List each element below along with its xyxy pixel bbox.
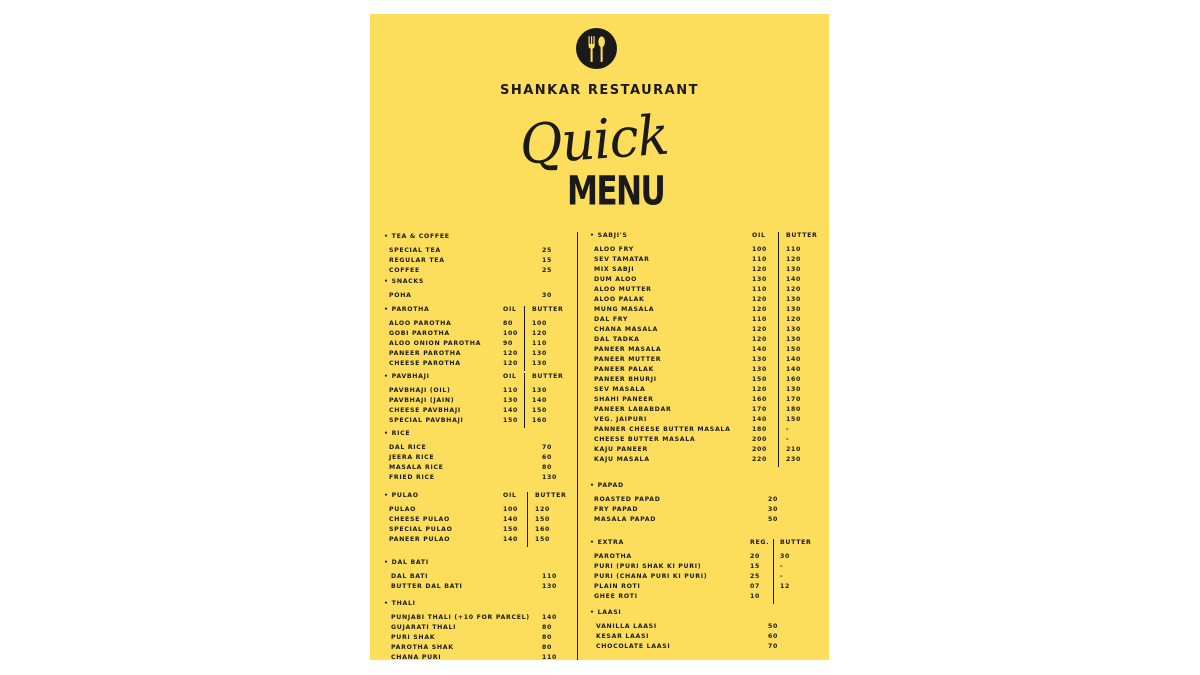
- column-header-2: BUTTER: [535, 492, 567, 499]
- section-title-text: DAL BATI: [391, 559, 429, 566]
- bullet-icon: •: [384, 233, 389, 240]
- item-price: 150: [503, 526, 519, 533]
- item-price-butter: -: [786, 436, 790, 443]
- restaurant-name: SHANKAR RESTAURANT: [499, 83, 699, 98]
- item-price-butter: 130: [786, 336, 802, 343]
- price-column-divider: [527, 492, 528, 547]
- item-name: MASALA RICE: [389, 464, 444, 471]
- item-price: 60: [768, 633, 779, 640]
- item-price-butter: 140: [786, 276, 802, 283]
- item-price: 15: [750, 563, 761, 570]
- section-title-text: PAROTHA: [391, 306, 430, 313]
- column-header-2: BUTTER: [532, 306, 564, 313]
- item-price-butter: 130: [786, 296, 802, 303]
- item-name: GHEE ROTI: [594, 593, 638, 600]
- item-price-butter: -: [780, 563, 784, 570]
- menu-page: [370, 14, 829, 660]
- item-name: JEERA RICE: [389, 454, 435, 461]
- item-name: PANEER PALAK: [594, 366, 654, 373]
- item-price-butter: 180: [786, 406, 802, 413]
- item-price-butter: 100: [532, 320, 548, 327]
- item-name: CHEESE PULAO: [389, 516, 450, 523]
- item-name: PANEER PAROTHA: [389, 350, 462, 357]
- item-price: 80: [542, 624, 553, 631]
- item-name: ROASTED PAPAD: [594, 496, 661, 503]
- section-title-text: PAPAD: [597, 482, 624, 489]
- item-price-butter: 130: [532, 360, 548, 367]
- item-price: 110: [542, 573, 558, 580]
- item-price-butter: 150: [532, 407, 548, 414]
- item-price-butter: 160: [786, 376, 802, 383]
- item-price-butter: -: [780, 573, 784, 580]
- item-name: PAROTHA: [594, 553, 632, 560]
- item-name: SPECIAL PAVBHAJI: [389, 417, 464, 424]
- item-name: ALOO FRY: [594, 246, 634, 253]
- item-name: KAJU PANEER: [594, 446, 648, 453]
- item-name: POHA: [389, 292, 412, 299]
- column-header-1: OIL: [503, 373, 517, 380]
- title-script: Quick: [517, 104, 671, 178]
- item-price: 140: [752, 346, 768, 353]
- section-title: [384, 492, 419, 499]
- item-price-butter: 210: [786, 446, 802, 453]
- item-name: KAJU MASALA: [594, 456, 650, 463]
- item-price: 70: [768, 643, 779, 650]
- bullet-icon: •: [590, 232, 595, 239]
- title-bold: MENU: [567, 167, 665, 215]
- item-name: CHEESE BUTTER MASALA: [594, 436, 696, 443]
- item-name: DAL RICE: [389, 444, 427, 451]
- item-price: 130: [542, 474, 558, 481]
- item-price: 25: [750, 573, 761, 580]
- item-price-butter: 170: [786, 396, 802, 403]
- item-name: PANEER MASALA: [594, 346, 662, 353]
- item-price-butter: 130: [786, 386, 802, 393]
- section-title-text: TEA & COFFEE: [391, 233, 450, 240]
- section-title-text: PAVBHAJI: [391, 373, 430, 380]
- bullet-icon: •: [384, 278, 389, 285]
- section-title: [590, 539, 624, 546]
- column-header-2: BUTTER: [532, 373, 564, 380]
- item-price: 120: [752, 306, 768, 313]
- price-column-divider: [773, 539, 774, 604]
- section-title: [384, 373, 430, 380]
- price-column-divider: [524, 373, 525, 428]
- item-price-butter: 120: [786, 316, 802, 323]
- item-name: CHEESE PAROTHA: [389, 360, 461, 367]
- item-price-butter: 150: [535, 536, 551, 543]
- item-price: 120: [752, 266, 768, 273]
- item-name: FRY PAPAD: [594, 506, 639, 513]
- item-price-butter: 140: [786, 366, 802, 373]
- item-price-butter: 160: [532, 417, 548, 424]
- item-name: COFFEE: [389, 267, 420, 274]
- item-name: SHAHI PANEER: [594, 396, 654, 403]
- item-name: MIX SABJI: [594, 266, 635, 273]
- item-name: ALOO PALAK: [594, 296, 645, 303]
- item-price: 10: [750, 593, 761, 600]
- item-name: KESAR LAASI: [596, 633, 650, 640]
- item-name: PANEER PULAO: [389, 536, 451, 543]
- item-name: PUNJABI THALI (+10 FOR PARCEL): [391, 614, 530, 621]
- bullet-icon: •: [590, 539, 595, 546]
- item-name: PURI (PURI SHAK KI PURI): [594, 563, 702, 570]
- column-header-1: OIL: [752, 232, 766, 239]
- item-name: FRIED RICE: [389, 474, 435, 481]
- bullet-icon: •: [590, 482, 595, 489]
- section-title-text: SNACKS: [391, 278, 425, 285]
- item-name: DAL TADKA: [594, 336, 640, 343]
- item-price-butter: 120: [532, 330, 548, 337]
- item-price: 80: [503, 320, 514, 327]
- section-title: [590, 482, 624, 489]
- item-name: PAVBHAJI (OIL): [389, 387, 451, 394]
- item-price-butter: 120: [786, 256, 802, 263]
- item-name: CHEESE PAVBHAJI: [389, 407, 461, 414]
- column-header-1: REG.: [750, 539, 770, 546]
- column-header-2: BUTTER: [786, 232, 818, 239]
- item-price: 30: [542, 292, 553, 299]
- item-price: 80: [542, 644, 553, 651]
- item-price: 100: [752, 246, 768, 253]
- item-price: 60: [542, 454, 553, 461]
- item-price-butter: 120: [535, 506, 551, 513]
- section-title-text: RICE: [391, 430, 411, 437]
- item-name: GUJARATI THALI: [391, 624, 457, 631]
- item-price: 130: [752, 366, 768, 373]
- section-title: [384, 233, 450, 240]
- column-header-1: OIL: [503, 306, 517, 313]
- item-price-butter: 110: [532, 340, 548, 347]
- bullet-icon: •: [384, 492, 389, 499]
- fork-spoon-icon: [576, 28, 617, 69]
- item-price-butter: 150: [786, 416, 802, 423]
- item-price-butter: 230: [786, 456, 802, 463]
- item-price-butter: 140: [532, 397, 548, 404]
- section-title: [384, 278, 424, 285]
- item-price: 15: [542, 257, 553, 264]
- item-name: ALOO MUTTER: [594, 286, 652, 293]
- item-price: 140: [503, 407, 519, 414]
- section-title: [384, 430, 410, 437]
- item-name: ALOO PAROTHA: [389, 320, 452, 327]
- item-name: VEG. JAIPURI: [594, 416, 648, 423]
- item-price: 200: [752, 436, 768, 443]
- item-price: 100: [503, 330, 519, 337]
- item-price-butter: 130: [532, 350, 548, 357]
- bullet-icon: •: [384, 430, 389, 437]
- item-price: 150: [752, 376, 768, 383]
- item-price: 120: [752, 336, 768, 343]
- bullet-icon: •: [384, 373, 389, 380]
- item-name: PANEER MUTTER: [594, 356, 662, 363]
- item-name: SPECIAL TEA: [389, 247, 441, 254]
- item-price: 120: [752, 326, 768, 333]
- item-name: VANILLA LAASI: [596, 623, 657, 630]
- bullet-icon: •: [384, 559, 389, 566]
- item-price: 20: [768, 496, 779, 503]
- item-name: BUTTER DAL BATI: [391, 583, 463, 590]
- item-price-butter: 150: [535, 516, 551, 523]
- item-price: 110: [752, 286, 768, 293]
- column-header-2: BUTTER: [780, 539, 812, 546]
- item-price-butter: 130: [786, 306, 802, 313]
- item-price: 70: [542, 444, 553, 451]
- item-price: 120: [503, 350, 519, 357]
- item-price-butter: -: [786, 426, 790, 433]
- price-column-divider: [524, 306, 525, 371]
- item-name: CHANA PURI: [391, 654, 442, 660]
- item-name: MASALA PAPAD: [594, 516, 657, 523]
- item-price-butter: 30: [780, 553, 791, 560]
- item-price: 130: [503, 397, 519, 404]
- item-price-butter: 120: [786, 286, 802, 293]
- item-price-butter: 130: [786, 326, 802, 333]
- item-name: REGULAR TEA: [389, 257, 445, 264]
- item-price: 130: [542, 583, 558, 590]
- section-title: [384, 600, 416, 607]
- price-column-divider: [778, 232, 779, 467]
- item-price: 07: [750, 583, 761, 590]
- item-name: SEV MASALA: [594, 386, 646, 393]
- item-price: 160: [752, 396, 768, 403]
- item-price: 25: [542, 247, 553, 254]
- item-price: 80: [542, 464, 553, 471]
- item-name: PURI SHAK: [391, 634, 436, 641]
- item-name: PANNER CHEESE BUTTER MASALA: [594, 426, 731, 433]
- item-price: 120: [752, 386, 768, 393]
- item-name: PURI (CHANA PURI KI PURI): [594, 573, 708, 580]
- item-price-butter: 130: [532, 387, 548, 394]
- item-name: CHOCOLATE LAASI: [596, 643, 671, 650]
- item-name: DAL BATI: [391, 573, 429, 580]
- item-price: 120: [752, 296, 768, 303]
- item-name: PANEER BHURJI: [594, 376, 657, 383]
- item-price: 140: [752, 416, 768, 423]
- column-header-1: OIL: [503, 492, 517, 499]
- item-price: 170: [752, 406, 768, 413]
- item-price-butter: 12: [780, 583, 791, 590]
- item-price: 140: [503, 516, 519, 523]
- item-name: ALOO ONION PAROTHA: [389, 340, 482, 347]
- item-price: 120: [503, 360, 519, 367]
- item-price: 140: [503, 536, 519, 543]
- item-price: 90: [503, 340, 514, 347]
- item-price-butter: 130: [786, 266, 802, 273]
- item-price: 110: [752, 256, 768, 263]
- item-name: SEV TAMATAR: [594, 256, 650, 263]
- item-price: 140: [542, 614, 558, 621]
- section-title-text: THALI: [391, 600, 416, 607]
- section-title-text: LAASI: [597, 609, 622, 616]
- item-name: DUM ALOO: [594, 276, 638, 283]
- bullet-icon: •: [384, 600, 389, 607]
- item-name: DAL FRY: [594, 316, 629, 323]
- section-title: [590, 232, 627, 239]
- item-price: 200: [752, 446, 768, 453]
- item-name: PAROTHA SHAK: [391, 644, 454, 651]
- item-price: 30: [768, 506, 779, 513]
- section-title: [384, 559, 429, 566]
- item-price: 110: [752, 316, 768, 323]
- item-price: 110: [542, 654, 558, 660]
- item-name: MUNG MASALA: [594, 306, 655, 313]
- section-title-text: SABJI'S: [597, 232, 628, 239]
- item-price: 25: [542, 267, 553, 274]
- item-price-butter: 150: [786, 346, 802, 353]
- bullet-icon: •: [590, 609, 595, 616]
- item-name: PLAIN ROTI: [594, 583, 641, 590]
- item-price: 130: [752, 276, 768, 283]
- section-title: [590, 609, 621, 616]
- item-price: 80: [542, 634, 553, 641]
- item-price-butter: 160: [535, 526, 551, 533]
- item-price: 20: [750, 553, 761, 560]
- column-divider: [577, 232, 578, 660]
- item-price: 180: [752, 426, 768, 433]
- item-price-butter: 140: [786, 356, 802, 363]
- item-price-butter: 110: [786, 246, 802, 253]
- item-price: 130: [752, 356, 768, 363]
- section-title: [384, 306, 430, 313]
- item-name: PULAO: [389, 506, 417, 513]
- section-title-text: EXTRA: [597, 539, 624, 546]
- item-name: GOBI PAROTHA: [389, 330, 450, 337]
- item-price: 220: [752, 456, 768, 463]
- item-name: SPECIAL PULAO: [389, 526, 453, 533]
- section-title-text: PULAO: [391, 492, 419, 499]
- item-name: CHANA MASALA: [594, 326, 658, 333]
- item-price: 50: [768, 623, 779, 630]
- item-price: 100: [503, 506, 519, 513]
- bullet-icon: •: [384, 306, 389, 313]
- item-price: 50: [768, 516, 779, 523]
- item-name: PAVBHAJI (JAIN): [389, 397, 455, 404]
- item-price: 150: [503, 417, 519, 424]
- item-name: PANEER LABABDAR: [594, 406, 672, 413]
- item-price: 110: [503, 387, 519, 394]
